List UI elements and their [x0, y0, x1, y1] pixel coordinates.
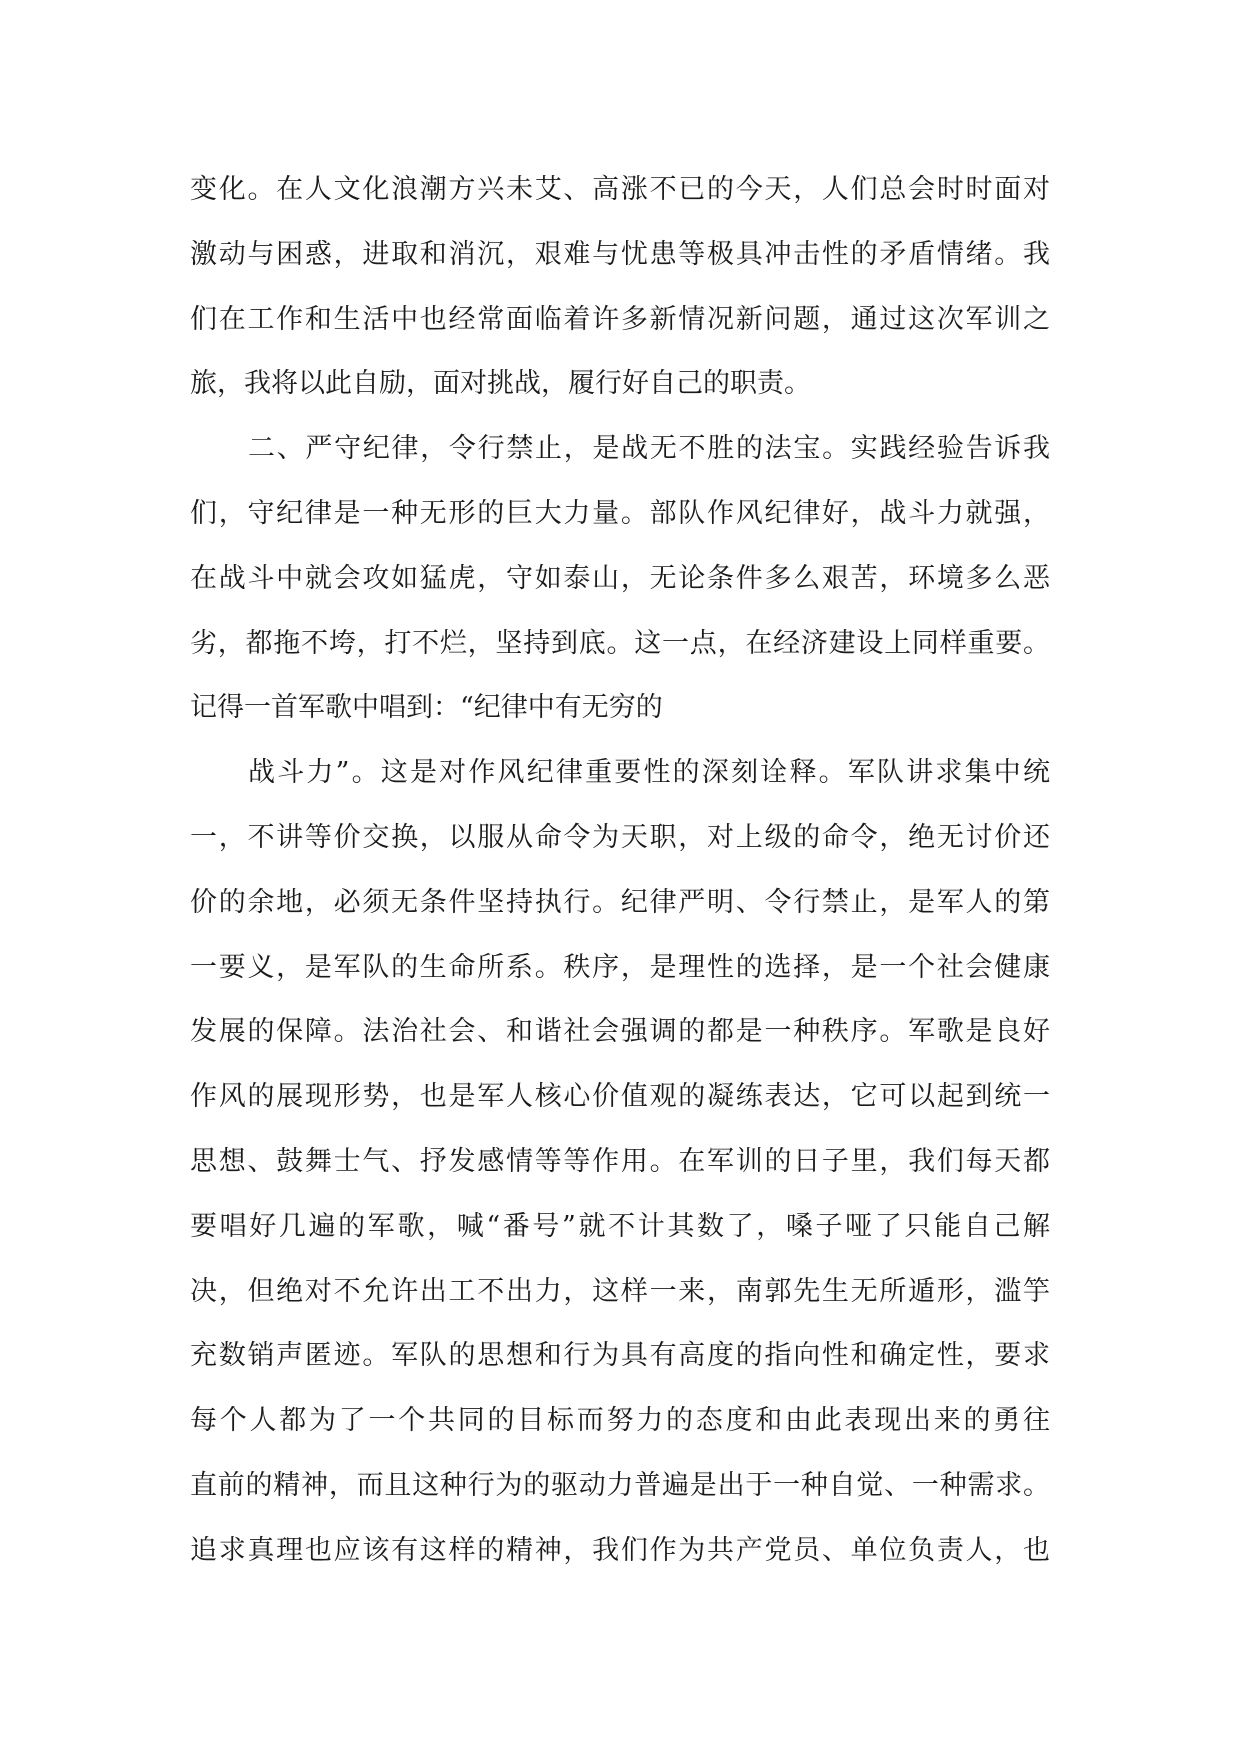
- text-line: 直前的精神，而且这种行为的驱动力普遍是出于一种自觉、一种需求。: [190, 1469, 1050, 1501]
- text-line: 每个人都为了一个共同的目标而努力的态度和由此表现出来的勇往: [190, 1405, 1050, 1437]
- text-line: 战斗力”。这是对作风纪律重要性的深刻诠释。军队讲求集中统: [248, 757, 1050, 789]
- text-line: 们，守纪律是一种无形的巨大力量。部队作风纪律好，战斗力就强，: [190, 497, 1050, 529]
- text-line: 发展的保障。法治社会、和谐社会强调的都是一种秩序。军歌是良好: [190, 1016, 1050, 1048]
- text-line: 要唱好几遍的军歌，喊“番号”就不计其数了，嗓子哑了只能自己解: [190, 1210, 1050, 1242]
- text-line: 一要义，是军队的生命所系。秩序，是理性的选择，是一个社会健康: [190, 951, 1050, 983]
- text-line: 追求真理也应该有这样的精神，我们作为共产党员、单位负责人，也: [190, 1534, 1050, 1566]
- text-line: 们在工作和生活中也经常面临着许多新情况新问题，通过这次军训之: [190, 303, 1050, 335]
- text-line: 一，不讲等价交换，以服从命令为天职，对上级的命令，绝无讨价还: [190, 821, 1050, 853]
- body-text: [190, 158, 1050, 1584]
- text-line: 在战斗中就会攻如猛虎，守如泰山，无论条件多么艰苦，环境多么恶: [190, 562, 1050, 594]
- text-line: 记得一首军歌中唱到：“纪律中有无穷的: [190, 692, 663, 724]
- text-line: 思想、鼓舞士气、抒发感情等等作用。在军训的日子里，我们每天都: [190, 1145, 1050, 1177]
- text-line: 劣，都拖不垮，打不烂，坚持到底。这一点，在经济建设上同样重要。: [190, 627, 1050, 659]
- text-line: 价的余地，必须无条件坚持执行。纪律严明、令行禁止，是军人的第: [190, 886, 1050, 918]
- text-line: 充数销声匿迹。军队的思想和行为具有高度的指向性和确定性，要求: [190, 1340, 1050, 1372]
- text-line: 二、严守纪律，令行禁止，是战无不胜的法宝。实践经验告诉我: [248, 433, 1050, 465]
- text-line: 决，但绝对不允许出工不出力，这样一来，南郭先生无所遁形，滥竽: [190, 1275, 1050, 1307]
- text-line: 旅，我将以此自励，面对挑战，履行好自己的职责。: [190, 368, 811, 400]
- text-line: 变化。在人文化浪潮方兴未艾、高涨不已的今天，人们总会时时面对: [190, 174, 1050, 205]
- text-line: 激动与困惑，进取和消沉，艰难与忧患等极具冲击性的矛盾情绪。我: [190, 238, 1050, 270]
- text-line: 作风的展现形势，也是军人核心价值观的凝练表达，它可以起到统一: [190, 1081, 1050, 1113]
